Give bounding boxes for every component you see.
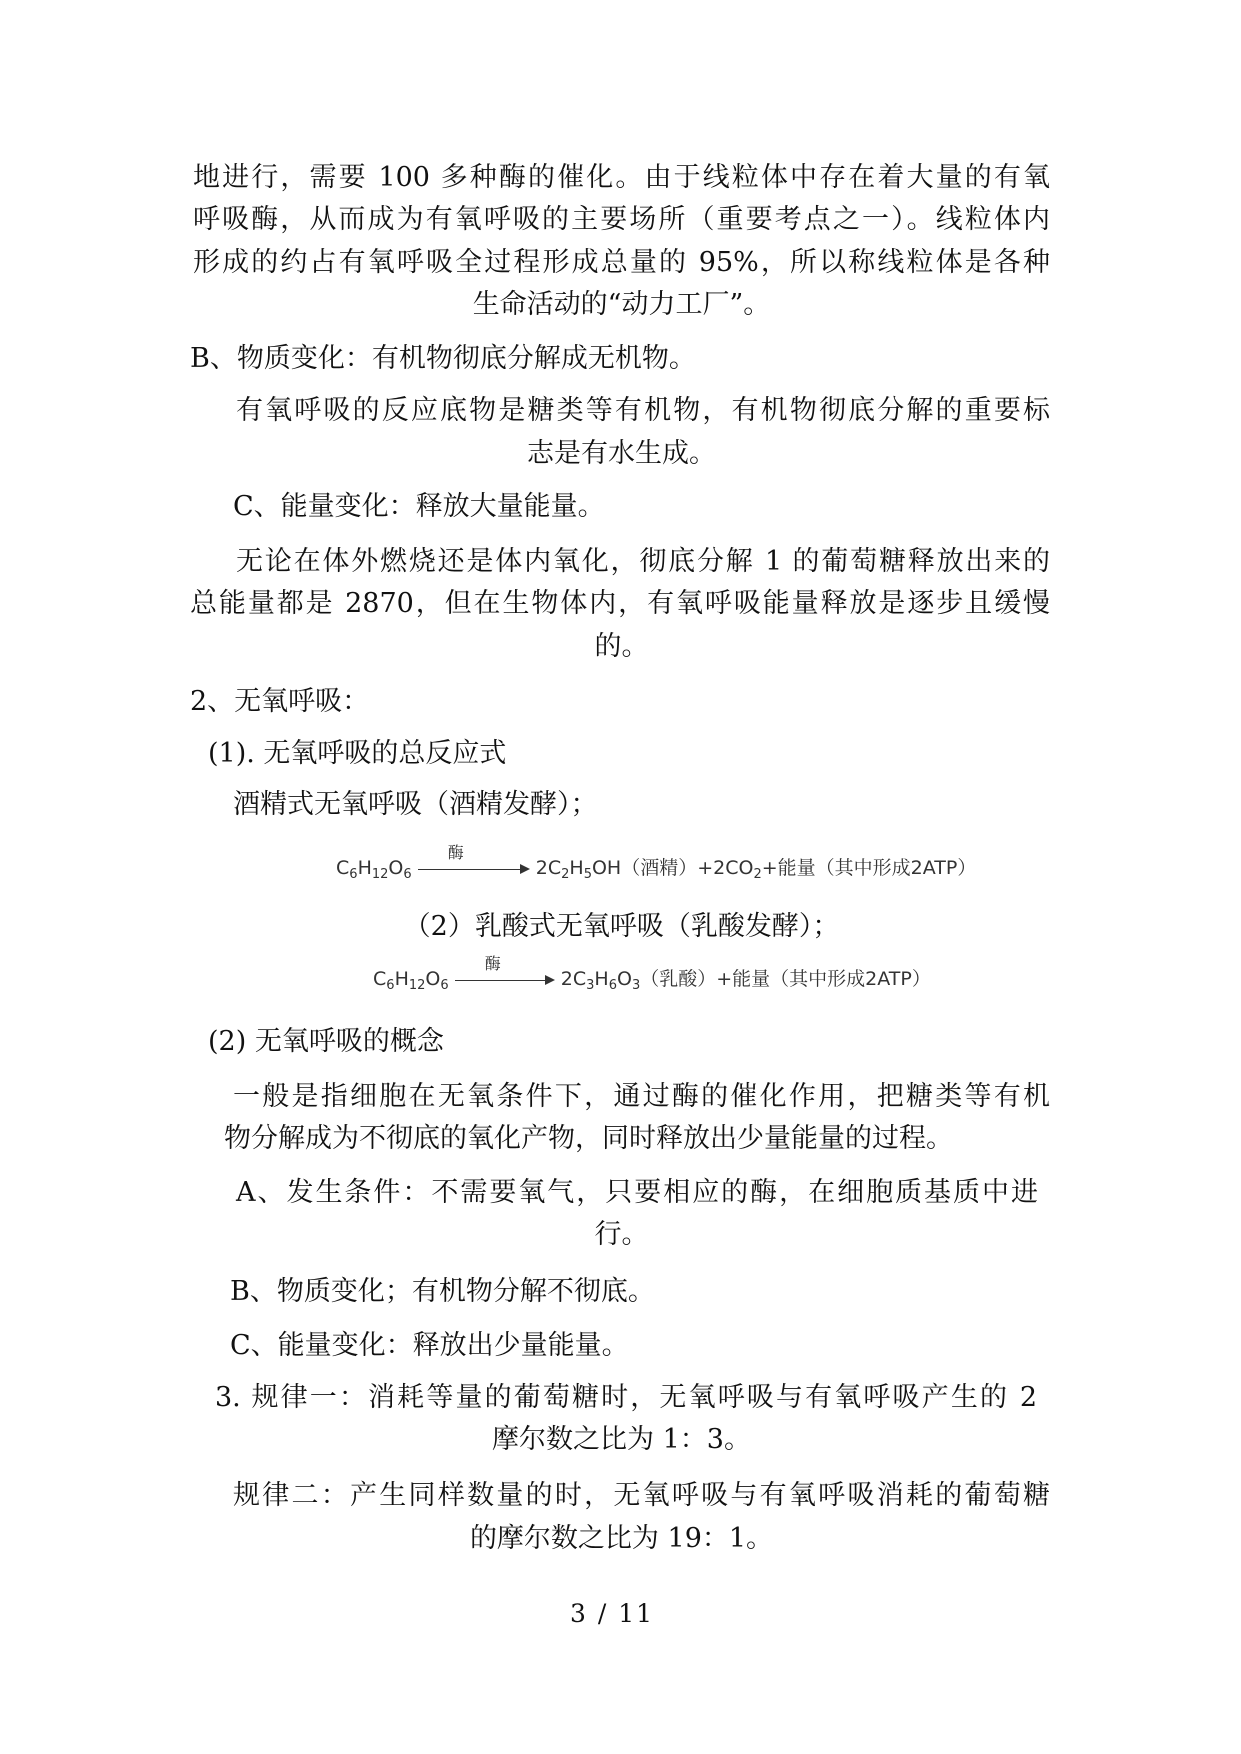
lactic-fermentation-equation [373, 953, 931, 993]
text-line: 总能量都是 2870，但在生物体内，有氧呼吸能量释放是逐步且缓慢 [190, 588, 1050, 619]
section-heading-c: C、能量变化：释放大量能量。 [233, 491, 605, 522]
text-line: 地进行，需要 100 多种酶的催化。由于线粒体中存在着大量的有氧 [193, 162, 1050, 193]
product-co2: $+2CO_2$ [697, 857, 762, 882]
text-line: 形成的约占有氧呼吸全过程形成总量的 95%，所以称线粒体是各种 [193, 247, 1050, 278]
subheading-2: (2) 无氧呼吸的概念 [208, 1026, 444, 1057]
product-energy: （乳酸）+能量（其中形成2ATP） [640, 968, 931, 990]
alcohol-fermentation-equation [336, 842, 977, 882]
condition-b: B、物质变化；有机物分解不彻底。 [230, 1276, 655, 1307]
product-note: （酒精） [621, 857, 698, 879]
product-ethanol: $2C_2H_5OH$ [535, 857, 622, 882]
text-line: 一般是指细胞在无氧条件下，通过酶的催化作用，把糖类等有机 [233, 1081, 1050, 1112]
text-line: 的摩尔数之比为 19：1。 [469, 1523, 774, 1554]
text-line: 有氧呼吸的反应底物是糖类等有机物，有机物彻底分解的重要标 [236, 395, 1050, 426]
product-energy: +能量（其中形成2ATP） [761, 857, 977, 879]
enzyme-label: 酶 [447, 842, 464, 862]
text-line: 的。 [594, 631, 649, 662]
text-line: 物分解成为不彻底的氧化产物，同时释放出少量能量的过程。 [224, 1123, 953, 1154]
text-line: 志是有水生成。 [527, 438, 716, 469]
text-line: 摩尔数之比为 1：3。 [492, 1424, 751, 1455]
rule-one: 3. 规律一：消耗等量的葡萄糖时，无氧呼吸与有氧呼吸产生的 2 [215, 1382, 1037, 1413]
section-heading-2: 2、无氧呼吸： [190, 686, 370, 717]
reactant-glucose: $C_6H_{12}O_6$ [373, 968, 449, 993]
text-line: 生命活动的“动力工厂”。 [472, 289, 771, 320]
condition-a: A、发生条件：不需要氧气，只要相应的酶，在细胞质基质中进 [236, 1177, 1038, 1208]
reaction-arrow-icon [455, 953, 555, 989]
section-heading-b: B、物质变化：有机物彻底分解成无机物。 [190, 343, 696, 374]
enzyme-label: 酶 [484, 953, 501, 973]
condition-c: C、能量变化：释放出少量能量。 [230, 1330, 629, 1361]
rule-two: 规律二：产生同样数量的时，无氧呼吸与有氧呼吸消耗的葡萄糖 [233, 1480, 1050, 1511]
product-lactic-acid: $2C_3H_6O_3$ [560, 968, 641, 993]
reactant-glucose: $C_6H_{12}O_6$ [336, 857, 412, 882]
text-line: 酒精式无氧呼吸（酒精发酵）； [233, 789, 598, 820]
text-line: （2）乳酸式无氧呼吸（乳酸发酵）； [403, 911, 840, 942]
text-line: 行。 [594, 1219, 649, 1250]
text-line: 无论在体外燃烧还是体内氧化，彻底分解 1 的葡萄糖释放出来的 [236, 546, 1050, 577]
reaction-arrow-icon [418, 842, 530, 878]
subheading-1: (1). 无氧呼吸的总反应式 [208, 738, 507, 769]
page-number: 3 / 11 [570, 1599, 655, 1628]
text-line: 呼吸酶，从而成为有氧呼吸的主要场所（重要考点之一）。线粒体内 [193, 204, 1050, 235]
